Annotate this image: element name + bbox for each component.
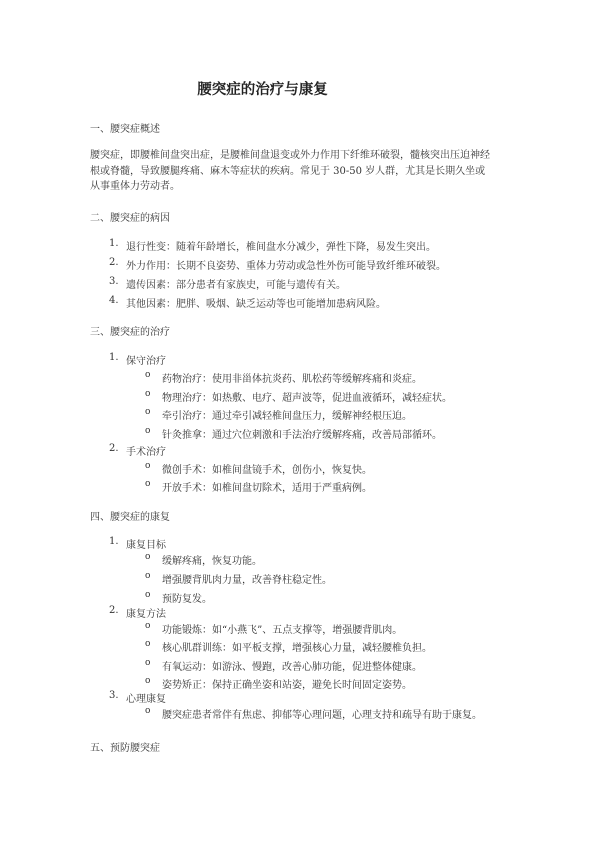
list-text: 外力作用：长期不良姿势、重体力劳动或急性外伤可能导致纤维环破裂。 bbox=[126, 261, 446, 272]
bullet-marker: o bbox=[145, 552, 151, 562]
bullet-marker: o bbox=[145, 461, 151, 471]
sub-list-text: 针灸推拿：通过穴位刺激和手法治疗缓解疼痛，改善局部循环。 bbox=[162, 430, 442, 441]
sub-list-text: 核心肌群训练：如平板支撑，增强核心力量，减轻腰椎负担。 bbox=[162, 643, 432, 654]
sub-list-text: 开放手术：如椎间盘切除术，适用于严重病例。 bbox=[162, 483, 372, 494]
section-heading-overview: 一、腰突症概述 bbox=[90, 124, 160, 135]
list-number: 2. bbox=[109, 443, 119, 454]
overview-paragraph bbox=[90, 148, 520, 195]
sub-list-text: 腰突症患者常伴有焦虑、抑郁等心理问题，心理支持和疏导有助于康复。 bbox=[162, 710, 482, 721]
bullet-marker: o bbox=[145, 370, 151, 380]
overview-line: 腰突症，即腰椎间盘突出症，是腰椎间盘退变或外力作用下纤维环破裂，髓核突出压迫神经 bbox=[90, 150, 490, 161]
section-heading-prevention: 五、预防腰突症 bbox=[90, 743, 160, 754]
bullet-marker: o bbox=[145, 426, 151, 436]
sub-list-text: 预防复发。 bbox=[162, 594, 212, 605]
bullet-marker: o bbox=[145, 639, 151, 649]
bullet-marker: o bbox=[145, 389, 151, 399]
list-text: 保守治疗 bbox=[126, 356, 166, 367]
sub-list-text: 增强腰背肌肉力量，改善脊柱稳定性。 bbox=[162, 575, 332, 586]
list-number: 2. bbox=[109, 257, 119, 268]
list-number: 1. bbox=[109, 352, 119, 363]
list-text: 心理康复 bbox=[126, 694, 166, 705]
section-heading-causes: 二、腰突症的病因 bbox=[90, 213, 170, 224]
list-text: 退行性变：随着年龄增长，椎间盘水分减少，弹性下降，易发生突出。 bbox=[126, 242, 436, 253]
list-number: 3. bbox=[109, 276, 119, 287]
list-number: 1. bbox=[109, 238, 119, 249]
bullet-marker: o bbox=[145, 571, 151, 581]
list-number: 1. bbox=[109, 536, 119, 547]
bullet-marker: o bbox=[145, 590, 151, 600]
sub-list-text: 牵引治疗：通过牵引减轻椎间盘压力，缓解神经根压迫。 bbox=[162, 411, 412, 422]
sub-list-text: 功能锻炼：如“小燕飞”、五点支撑等，增强腰背肌肉。 bbox=[162, 625, 403, 636]
list-number: 3. bbox=[109, 690, 119, 701]
document-title: 腰突症的治疗与康复 bbox=[197, 82, 328, 98]
bullet-marker: o bbox=[145, 479, 151, 489]
list-number: 4. bbox=[109, 295, 119, 306]
bullet-marker: o bbox=[145, 621, 151, 631]
bullet-marker: o bbox=[145, 658, 151, 668]
section-heading-treatment: 三、腰突症的治疗 bbox=[90, 327, 170, 338]
sub-list-text: 物理治疗：如热敷、电疗、超声波等，促进血液循环，减轻症状。 bbox=[162, 393, 452, 404]
list-text: 其他因素：肥胖、吸烟、缺乏运动等也可能增加患病风险。 bbox=[126, 299, 386, 310]
sub-list-text: 有氧运动：如游泳、慢跑，改善心肺功能，促进整体健康。 bbox=[162, 662, 422, 673]
list-text: 康复方法 bbox=[126, 609, 166, 620]
section-heading-rehab: 四、腰突症的康复 bbox=[90, 512, 170, 523]
bullet-marker: o bbox=[145, 706, 151, 716]
bullet-marker: o bbox=[145, 407, 151, 417]
overview-line: 从事重体力劳动者。 bbox=[90, 181, 180, 192]
list-text: 遗传因素：部分患者有家族史，可能与遗传有关。 bbox=[126, 280, 346, 291]
bullet-marker: o bbox=[145, 676, 151, 686]
list-text: 手术治疗 bbox=[126, 447, 166, 458]
sub-list-text: 药物治疗：使用非甾体抗炎药、肌松药等缓解疼痛和炎症。 bbox=[162, 374, 422, 385]
sub-list-text: 缓解疼痛，恢复功能。 bbox=[162, 556, 262, 567]
overview-line: 根或脊髓，导致腰腿疼痛、麻木等症状的疾病。常见于 30-50 岁人群，尤其是长期久坐或 bbox=[90, 165, 486, 177]
list-number: 2. bbox=[109, 605, 119, 616]
list-text: 康复目标 bbox=[126, 540, 166, 551]
sub-list-text: 姿势矫正：保持正确坐姿和站姿，避免长时间固定姿势。 bbox=[162, 680, 412, 691]
sub-list-text: 微创手术：如椎间盘镜手术，创伤小，恢复快。 bbox=[162, 465, 372, 476]
